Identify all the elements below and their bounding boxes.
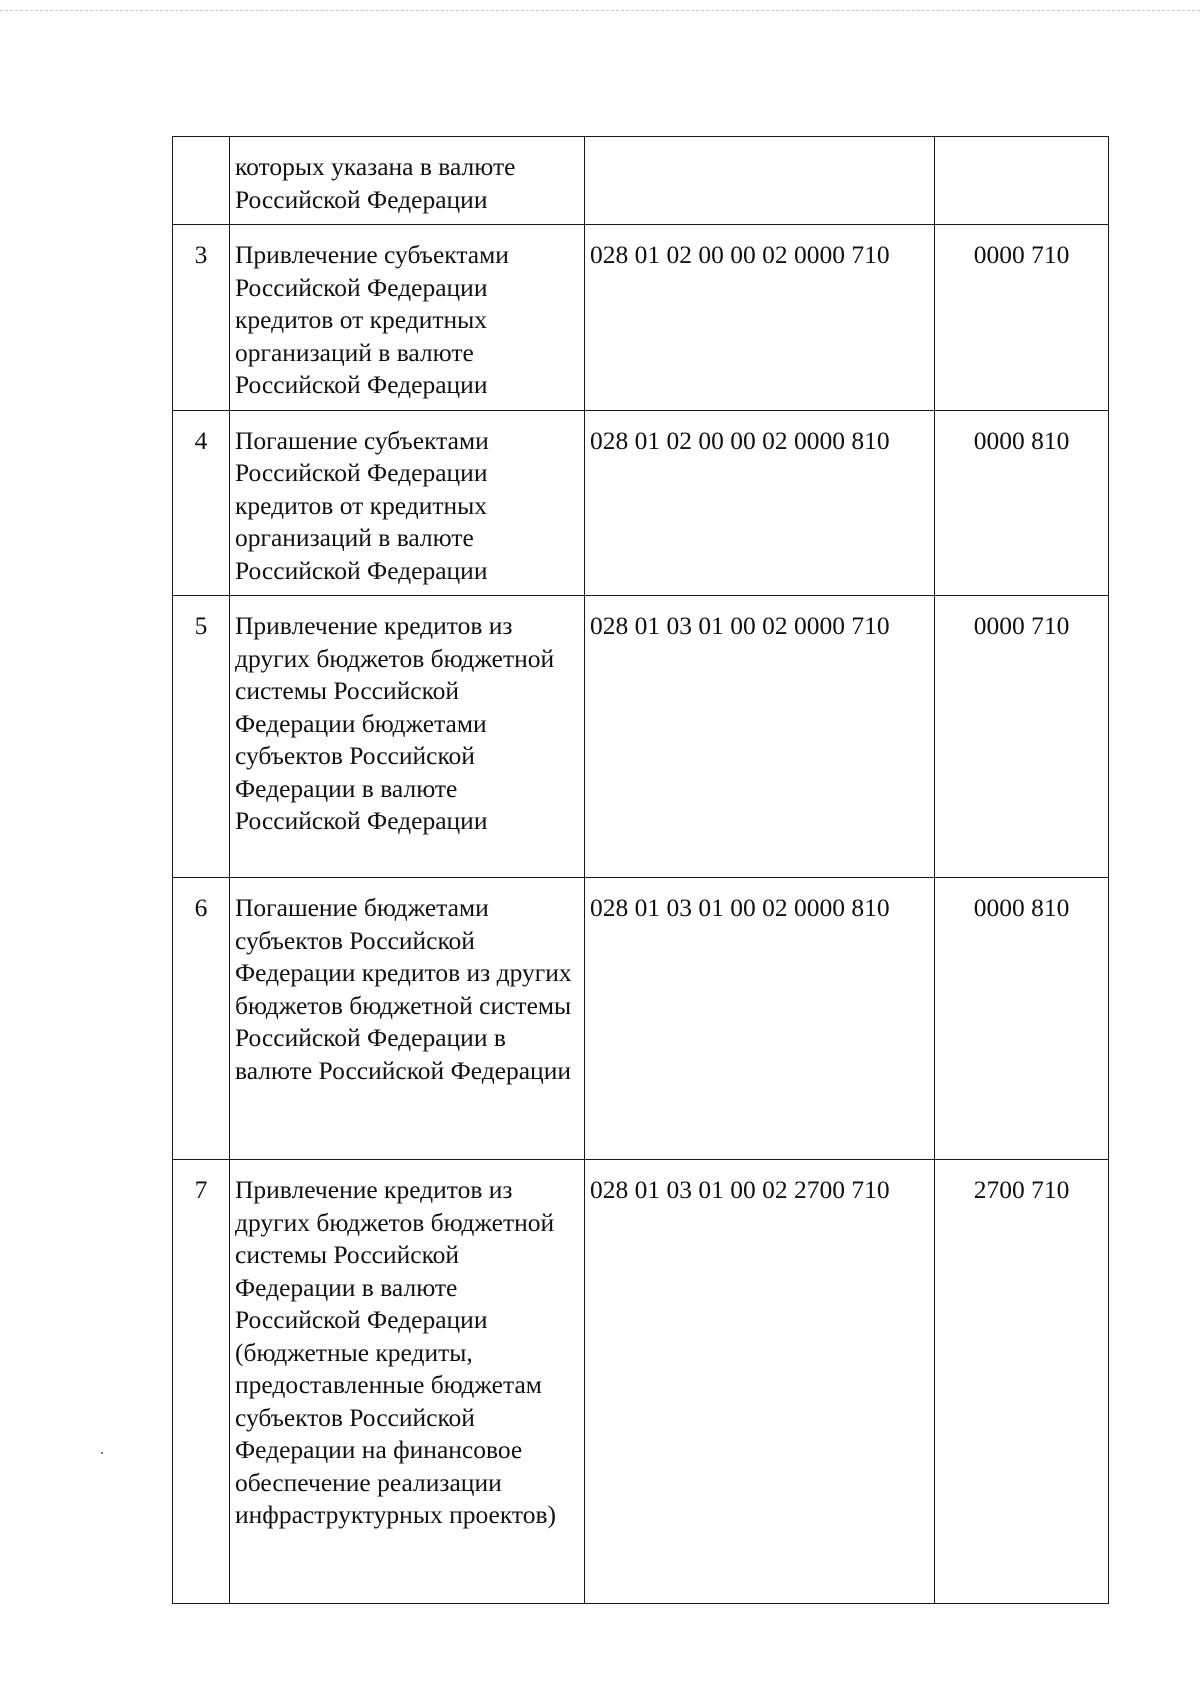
- budget-sources-table: [172, 136, 1109, 1604]
- row-short-code: 0000 710: [935, 225, 1109, 411]
- row-short-code: 2700 710: [935, 1160, 1109, 1604]
- table-row-continuation: [173, 137, 1109, 225]
- table-row: [173, 225, 1109, 411]
- row-name: Привлечение кредитов из других бюджетов бюджетной системы Российской Федерации в валюте Российской Федерации (бюджетные кредиты, предоставленные бюджетам субъектов Российской Федерации на финансовое обеспечение реализации инфраструктурных проектов): [230, 1160, 585, 1604]
- row-name: Погашение субъектами Российской Федерации кредитов от кредитных организаций в валюте Российской Федерации: [230, 410, 585, 596]
- table-row: [173, 1160, 1109, 1604]
- row-code: 028 01 03 01 00 02 2700 710: [585, 1160, 935, 1604]
- table-body: [173, 137, 1109, 1604]
- row-name: Привлечение кредитов из других бюджетов бюджетной системы Российской Федерации бюджетами субъектов Российской Федерации в валюте Российской Федерации: [230, 596, 585, 878]
- row-number: 5: [173, 596, 230, 878]
- row-number: 3: [173, 225, 230, 411]
- row-code: 028 01 03 01 00 02 0000 710: [585, 596, 935, 878]
- row-code: 028 01 02 00 00 02 0000 810: [585, 410, 935, 596]
- row-name: Погашение бюджетами субъектов Российской Федерации кредитов из других бюджетов бюджетной системы Российской Федерации в валюте Российской Федерации: [230, 878, 585, 1160]
- row-short-code: 0000 710: [935, 596, 1109, 878]
- row-short-code: [935, 137, 1109, 225]
- scan-dust-mark: [101, 1452, 103, 1454]
- row-number: [173, 137, 230, 225]
- table-row: [173, 410, 1109, 596]
- row-number: 4: [173, 410, 230, 596]
- row-code: 028 01 03 01 00 02 0000 810: [585, 878, 935, 1160]
- table-row: [173, 596, 1109, 878]
- row-short-code: 0000 810: [935, 410, 1109, 596]
- row-code: 028 01 02 00 00 02 0000 710: [585, 225, 935, 411]
- table-row: [173, 878, 1109, 1160]
- row-name: Привлечение субъектами Российской Федерации кредитов от кредитных организаций в валюте Российской Федерации: [230, 225, 585, 411]
- scan-edge-line: [0, 10, 1200, 11]
- row-number: 7: [173, 1160, 230, 1604]
- row-number: 6: [173, 878, 230, 1160]
- row-short-code: 0000 810: [935, 878, 1109, 1160]
- row-code: [585, 137, 935, 225]
- row-name: которых указана в валюте Российской Федерации: [230, 137, 585, 225]
